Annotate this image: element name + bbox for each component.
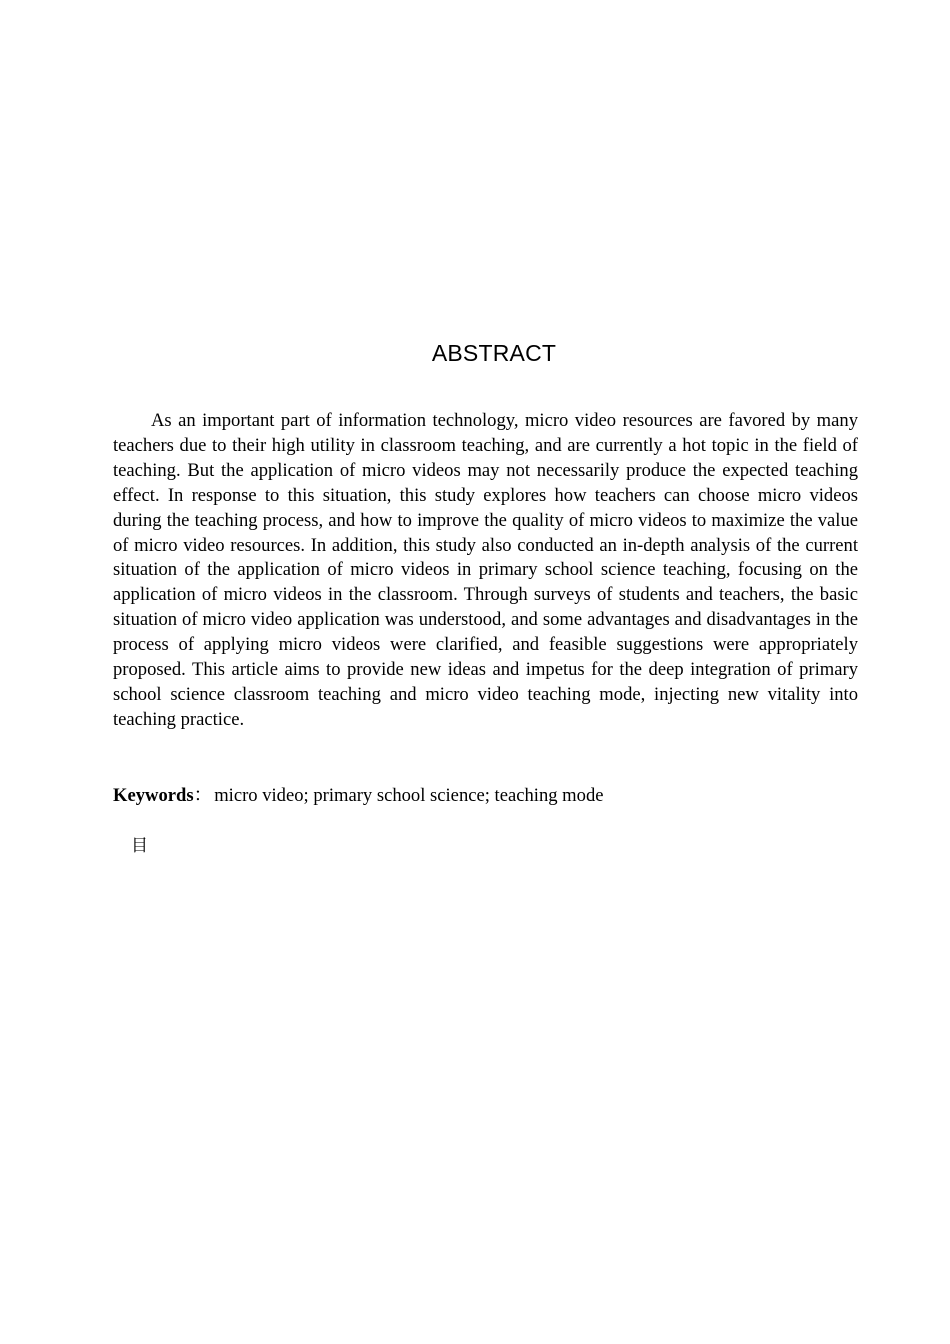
abstract-title: ABSTRACT <box>431 340 557 366</box>
abstract-body: As an important part of information technology, micro video resources are favored by many teachers due to their high utility in classroom teaching, and are currently a hot topic in the field of teaching. But the application of micro videos may not necessarily produce the expected teaching effect. In response to this situation, this study explores how teachers can choose micro videos during the teaching process, and how to improve the quality of micro videos to maximize the value of micro video resources. In addition, this study also conducted an in-depth analysis of the current situation of the application of micro videos in primary school science teaching, focusing on the application of micro videos in the classroom. Through surveys of students and teachers, the basic situation of micro video application was understood, and some advantages and disadvantages in the process of applying micro videos were clarified, and feasible suggestions were appropriately proposed. This article aims to provide new ideas and impetus for the deep integration of primary school science classroom teaching and micro video teaching mode, injecting new vitality into teaching practice. <box>113 410 858 730</box>
toc-heading-fragment: 目 <box>131 836 148 856</box>
keywords-separator: ： <box>193 785 213 806</box>
keywords-value: micro video; primary school science; teaching mode <box>214 785 604 806</box>
keywords-label: Keywords <box>113 785 194 806</box>
keywords-line <box>113 784 858 809</box>
